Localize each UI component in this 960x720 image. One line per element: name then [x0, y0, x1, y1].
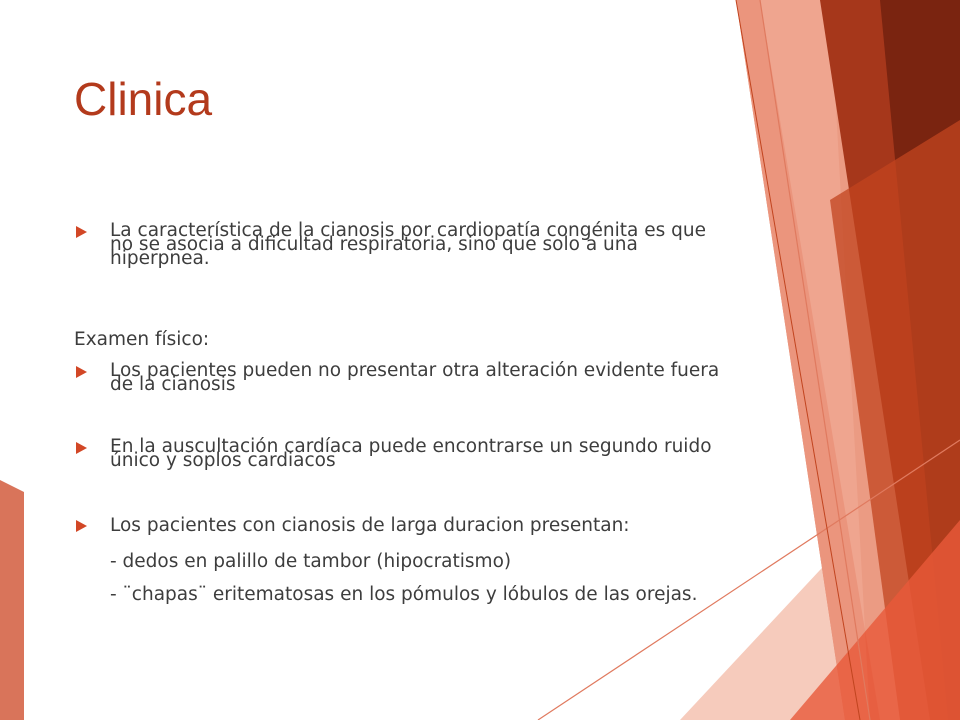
slide-content [74, 220, 724, 605]
bullet-text: Los pacientes pueden no presentar otra alteración evidente fuera de la cianosis [110, 360, 720, 395]
left-wedge-shape [0, 480, 24, 720]
bullet-arrow-icon [76, 442, 87, 454]
sub-item: - ¨chapas¨ eritematosas en los pómulos y lóbulos de las orejas. [110, 584, 698, 605]
bullet-text: Los pacientes con cianosis de larga duracion presentan: [110, 515, 630, 536]
sub-item: - dedos en palillo de tambor (hipocratismo) [110, 551, 512, 572]
bullet-arrow-icon [76, 520, 87, 532]
slide-title: Clinica [74, 73, 213, 125]
bullet-item [74, 516, 724, 536]
section-label: Examen físico: [74, 329, 210, 350]
bullet-intro-text: La característica de la cianosis por cardiopatía congénita es que no se asocia a dificultad respiratoria, sino que solo a una hiperpnea. [110, 220, 706, 269]
bullet-intro [74, 220, 724, 269]
bullet-arrow-icon [76, 226, 87, 238]
bullet-text: En la auscultación cardíaca puede encontrarse un segundo ruido único y soplos cardiacos [110, 436, 712, 471]
bullet-item [74, 360, 724, 395]
bullet-arrow-icon [76, 366, 87, 378]
bullet-item [74, 436, 724, 471]
